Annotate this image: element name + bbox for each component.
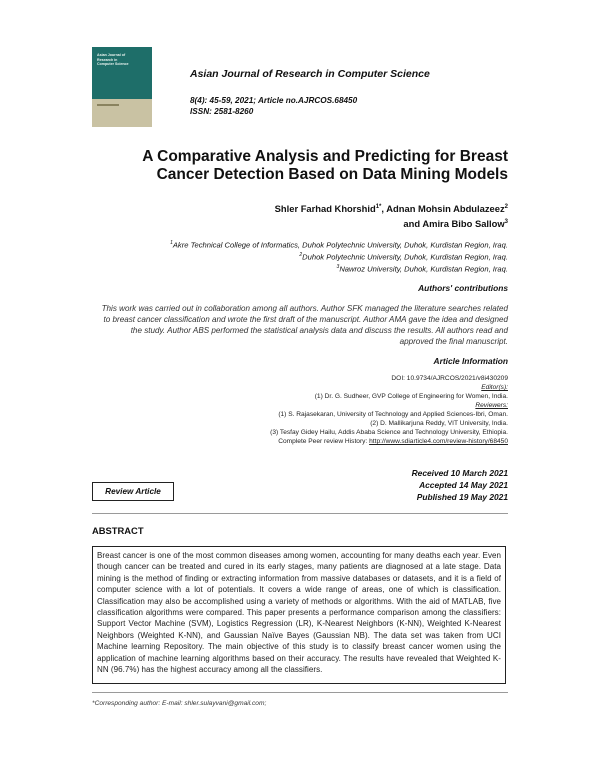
author-separator: , [381, 203, 387, 214]
cover-title [97, 53, 129, 67]
cover-strip [97, 104, 119, 106]
author-prefix: and [403, 218, 423, 229]
article-type-badge: Review Article [92, 482, 174, 501]
corresponding-author-footnote: *Corresponding author: E-mail: shler.sulayvani@gmail.com; [92, 700, 267, 707]
citation-line: 8(4): 45-59, 2021; Article no.AJRCOS.68450 [190, 96, 358, 105]
issn-line: ISSN: 2581-8260 [190, 107, 254, 116]
author-sup: 3 [504, 218, 508, 225]
editor-item: (1) Dr. G. Sudheer, GVP College of Engineering for Women, India. [314, 393, 508, 400]
contributions-text: This work was carried out in collaboration among all authors. Author SFK managed the literature searches related to breast cancer classification and wrote the first draft of the manuscript. Author AMA gave the idea and designed the study. Author ABS performed the statistical analysis data and discuss the results. All authors read and approved the final manuscript. [101, 304, 508, 346]
peer-review-label: Complete Peer review History: [278, 438, 370, 445]
author-name: Shler Farhad Khorshid [274, 203, 376, 214]
contributions-heading: Authors' contributions [418, 283, 508, 293]
affiliation [299, 252, 508, 262]
author-line-1 [275, 203, 508, 214]
author-name: Adnan Mohsin Abdulazeez [386, 203, 505, 214]
peer-review-link[interactable]: http://www.sdiarticle4.com/review-history/68450 [369, 438, 508, 445]
published-date: Published 19 May 2021 [416, 492, 508, 502]
abstract-text: Breast cancer is one of the most common diseases among women, accounting for many deaths each year. Even though cancer can be treated and cured in its early stages, many patients are diagnosed at a late stage. Data mining is the method of finding or extracting information from massive databases or datasets, and it is a field of computer science with a lot of potentials. It covers a wide range of areas, one of which is classification. Classification may also be accomplished using a variety of methods or algorithms. With the aid of MATLAB, five classification algorithms were compared. This paper presents a performance comparison among the classifiers: Support Vector Machine (SVM), Logistics Regression (LR), K-Nearest Neighbors (K-NN), Weighted K-Nearest Neighbors (Weighted K-NN), and Gaussian Naïve Bayes (Gaussian NB). The data set was taken from UCI Machine learning Repository. The main objective of this study is to classify breast cancer women using the application of machine learning algorithms based on their accuracy. The results have revealed that Weighted K-NN (96.7%) has the highest accuracy among all the classifiers. [92, 546, 506, 684]
footnote-divider [92, 692, 508, 693]
affiliation-sup: 3 [336, 264, 340, 270]
author-line-2 [403, 218, 508, 229]
abstract-heading: ABSTRACT [92, 525, 144, 536]
affiliation [337, 264, 508, 274]
title-line-1: A Comparative Analysis and Predicting for Breast [142, 148, 508, 165]
author-name: Amira Bibo Sallow [422, 218, 505, 229]
affiliation-text: Nawroz University, Duhok, Kurdistan Region, Iraq. [339, 264, 508, 274]
affiliation-text: Duhok Polytechnic University, Duhok, Kurdistan Region, Iraq. [302, 252, 508, 262]
author-sup: 1* [375, 203, 382, 210]
cover-title-line: Computer Science [97, 62, 129, 67]
doi: DOI: 10.9734/AJRCOS/2021/v8i430209 [391, 375, 508, 382]
affiliation-text: Akre Technical College of Informatics, Duhok Polytechnic University, Duhok, Kurdistan Region, Iraq. [172, 240, 508, 250]
affiliation-sup: 2 [299, 252, 303, 258]
cover-title-line: Research in [97, 57, 118, 62]
paper-title [88, 148, 508, 184]
journal-name: Asian Journal of Research in Computer Science [190, 68, 430, 80]
title-line-2: Cancer Detection Based on Data Mining Models [156, 166, 508, 183]
divider [92, 513, 508, 514]
received-date: Received 10 March 2021 [411, 468, 508, 478]
reviewers-label: Reviewers: [475, 402, 508, 409]
affiliation-sup: 1 [170, 240, 173, 246]
reviewer-item: (2) D. Mallikarjuna Reddy, VIT University, India. [370, 420, 508, 427]
accepted-date: Accepted 14 May 2021 [419, 480, 508, 490]
author-sup: 2 [504, 203, 508, 210]
reviewer-item: (3) Tesfay Gidey Hailu, Addis Ababa Science and Technology University, Ethiopia. [270, 429, 508, 436]
cover-title-line: Asian Journal of [97, 53, 126, 57]
peer-review-history [278, 438, 508, 445]
journal-cover-image [92, 47, 152, 127]
affiliation [170, 240, 508, 250]
editors-label: Editor(s): [481, 384, 508, 391]
article-info-heading: Article Information [433, 356, 508, 366]
reviewer-item: (1) S. Rajasekaran, University of Technology and Applied Sciences-Ibri, Oman. [278, 411, 508, 418]
